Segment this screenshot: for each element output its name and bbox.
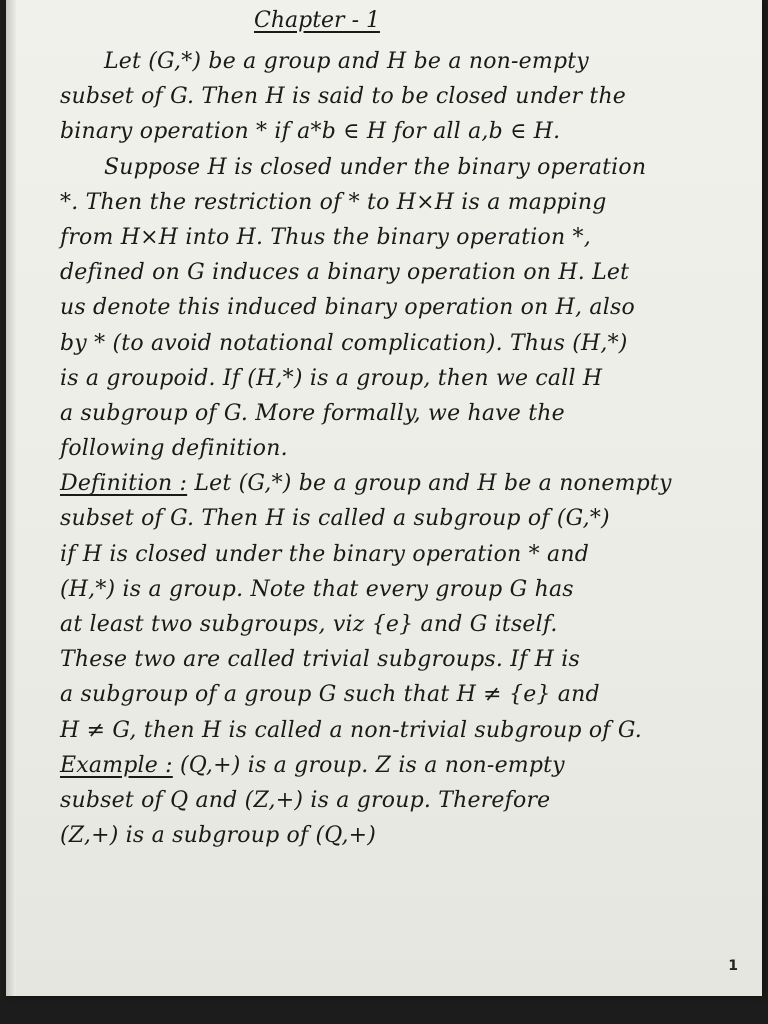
text-line: *. Then the restriction of * to H×H is a mapping	[60, 189, 607, 215]
text-line: These two are called trivial subgroups. If H is	[60, 647, 580, 673]
handwritten-text	[60, 44, 740, 853]
text-line: subset of G. Then H is said to be closed under the	[60, 84, 627, 110]
text-line: Suppose H is closed under the binary operation	[104, 154, 647, 180]
text-line: subset of Q and (Z,+) is a group. Therefore	[60, 787, 551, 813]
definition-line	[60, 466, 740, 501]
text-line: by * (to avoid notational complication). Thus (H,*)	[60, 330, 628, 356]
text-line: subset of G. Then H is called a subgroup of (G,*)	[60, 506, 610, 532]
text-line: us denote this induced binary operation on H, also	[60, 295, 635, 321]
text-line: binary operation * if a*b ∈ H for all a,b ∈ H.	[60, 119, 561, 145]
page-content	[6, 0, 762, 996]
example-label: Example :	[60, 752, 173, 778]
text-line: defined on G induces a binary operation on H. Let	[60, 260, 630, 286]
text-line: Let (G,*) be a group and H be a nonempty	[194, 471, 672, 497]
definition-label: Definition :	[60, 471, 188, 497]
text-line: (Z,+) is a subgroup of (Q,+)	[60, 823, 377, 849]
text-line: a subgroup of a group G such that H ≠ {e} and	[60, 682, 600, 708]
page-number: 1	[728, 958, 738, 974]
notebook-page	[6, 0, 762, 996]
text-line: (Q,+) is a group. Z is a non-empty	[180, 752, 565, 778]
text-line: is a groupoid. If (H,*) is a group, then we call H	[60, 365, 603, 391]
text-line: following definition.	[60, 436, 288, 462]
text-line: a subgroup of G. More formally, we have the	[60, 400, 565, 426]
text-line: Let (G,*) be a group and H be a non-empty	[104, 49, 589, 74]
example-line	[60, 748, 740, 783]
chapter-title: Chapter - 1	[254, 8, 380, 33]
text-line: H ≠ G, then H is called a non-trivial subgroup of G.	[60, 717, 643, 743]
text-line: if H is closed under the binary operation * and	[60, 541, 589, 567]
text-line: (H,*) is a group. Note that every group G has	[60, 576, 574, 602]
text-line: from H×H into H. Thus the binary operation *,	[60, 224, 591, 250]
text-line: at least two subgroups, viz {e} and G itself.	[60, 612, 558, 637]
